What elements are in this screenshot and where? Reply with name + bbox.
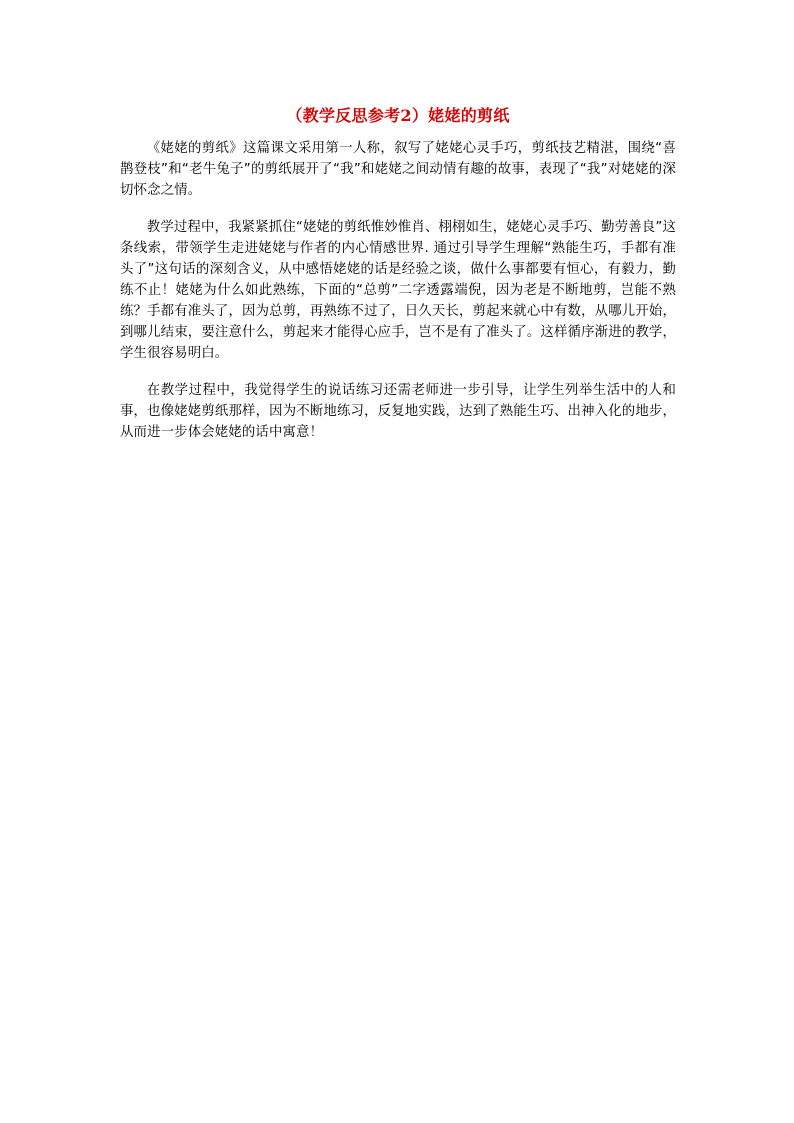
paragraph-intro: 《姥姥的剪纸》这篇课文采用第一人称，叙写了姥姥心灵手巧，剪纸技艺精湛，围绕“喜鹊登枝”和“老牛兔子”的剪纸展开了“我”和姥姥之间动情有趣的故事，表现了“我”对姥姥的深切怀念之情。 xyxy=(120,141,676,198)
paragraph-teaching-process: 教学过程中，我紧紧抓住“姥姥的剪纸惟妙惟肖、栩栩如生，姥姥心灵手巧、勤劳善良”这条线索，带领学生走进姥姥与作者的内心情感世界. 通过引导学生理解“熟能生巧，手都有准头了”这句话的深刻含义，从中感悟姥姥的话是经验之谈，做什么事都要有恒心，有毅力，勤练不止！姥姥为什么如此熟练，下面的“总剪”二字透露端倪，因为老是不断地剪，岂能不熟练？手都有准头了，因为总剪，再熟练不过了，日久天长，剪起来就心中有数，从哪儿开始，到哪儿结束，要注意什么，剪起来才能得心应手，岂不是有了准头了。这样循序渐进的教学，学生很容易明白。 xyxy=(120,220,676,361)
paragraph-reflection: 在教学过程中，我觉得学生的说话练习还需老师进一步引导，让学生列举生活中的人和事，也像姥姥剪纸那样，因为不断地练习，反复地实践，达到了熟能生巧、出神入化的地步，从而进一步体会姥姥的话中寓意！ xyxy=(120,383,676,440)
document-page xyxy=(120,104,676,459)
document-title: （教学反思参考2）姥姥的剪纸 xyxy=(286,106,510,125)
